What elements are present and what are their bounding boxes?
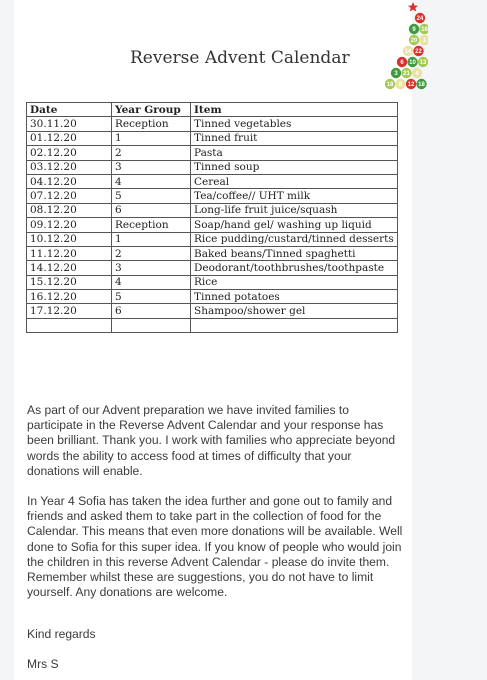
cell-year-group: 4 (112, 174, 191, 188)
cell-item: Soap/hand gel/ washing up liquid (191, 218, 398, 232)
cell-item: Rice pudding/custard/tinned desserts (191, 232, 398, 246)
table-row (27, 318, 398, 332)
ornament-number: 3 (394, 71, 398, 78)
cell-item: Shampoo/shower gel (191, 304, 398, 318)
cell-date: 17.12.20 (27, 304, 112, 318)
cell-year-group: 5 (112, 290, 191, 304)
cell-item: Tinned fruit (191, 131, 398, 145)
cell-date: 16.12.20 (27, 290, 112, 304)
cell-date (27, 318, 112, 332)
cell-item: Baked beans/Tinned spaghetti (191, 246, 398, 260)
cell-year-group: 1 (112, 232, 191, 246)
cell-date: 14.12.20 (27, 261, 112, 275)
ornament-number: 8 (398, 82, 403, 89)
table-row (27, 246, 398, 260)
ornament-number: 20 (410, 38, 418, 45)
table-row (27, 261, 398, 275)
calendar-table (26, 102, 398, 333)
cell-item: Pasta (191, 146, 398, 160)
cell-year-group: 5 (112, 189, 191, 203)
cell-item: Rice (191, 275, 398, 289)
cell-item: Long-life fruit juice/squash (191, 203, 398, 217)
table-row (27, 117, 398, 131)
ornament-number: 16 (421, 27, 428, 34)
ornament-number: 1 (422, 38, 427, 45)
cell-date: 15.12.20 (27, 275, 112, 289)
closing-text: Kind regards (27, 627, 96, 641)
cell-date: 10.12.20 (27, 232, 112, 246)
table-row (27, 218, 398, 232)
table-row (27, 275, 398, 289)
header-date: Date (27, 103, 112, 117)
cell-item: Tea/coffee// UHT milk (191, 189, 398, 203)
table-row (27, 131, 398, 145)
cell-item: Tinned vegetables (191, 117, 398, 131)
cell-year-group: Reception (112, 218, 191, 232)
ornament-number: 18 (386, 82, 394, 89)
cell-item: Deodorant/toothbrushes/toothpaste (191, 261, 398, 275)
ornament-number: 6 (400, 60, 404, 67)
header-year-group: Year Group (112, 103, 191, 117)
cell-date: 30.11.20 (27, 117, 112, 131)
message-body (14, 388, 412, 680)
table-row (27, 189, 398, 203)
table-row (27, 232, 398, 246)
message-paragraph-1: As part of our Advent preparation we have invited families to participate in the Reverse Advent Calendar and your response has been brilliant. Thank you. I work with families who appreciate beyond words the ability to access food at times of difficulty that your donations will enable. (27, 403, 396, 478)
cell-item: Cereal (191, 174, 398, 188)
table-row (27, 203, 398, 217)
cell-year-group: 1 (112, 131, 191, 145)
cell-year-group (112, 318, 191, 332)
cell-year-group: 6 (112, 203, 191, 217)
table-row (27, 304, 398, 318)
cell-year-group: 4 (112, 275, 191, 289)
cell-date: 03.12.20 (27, 160, 112, 174)
cell-item: Tinned potatoes (191, 290, 398, 304)
calendar-title: Reverse Advent Calendar (130, 48, 350, 68)
ornament-number: 10 (409, 60, 416, 67)
cell-year-group: 3 (112, 160, 191, 174)
cell-date: 01.12.20 (27, 131, 112, 145)
cell-item: Tinned soup (191, 160, 398, 174)
ornament-number: 12 (407, 82, 415, 89)
ornament-number: 22 (415, 49, 422, 56)
header-item: Item (191, 103, 398, 117)
table-row (27, 174, 398, 188)
star-icon (408, 2, 418, 12)
cell-year-group: 3 (112, 261, 191, 275)
cell-date: 09.12.20 (27, 218, 112, 232)
cell-date: 07.12.20 (27, 189, 112, 203)
ornament-number: 13 (419, 60, 427, 67)
ornament-number: 21 (403, 71, 410, 78)
cell-date: 02.12.20 (27, 146, 112, 160)
cell-item (191, 318, 398, 332)
message-paragraph-2: In Year 4 Sofia has taken the idea further and gone out to family and friends and asked them to take part in the collection of food for the Calendar. This means that even more donations will be available. Well done to Sofia for this super idea. If you know of people who would join the children in this reverse Advent Calendar - please do invite them. Remember whilst these are suggestions, you do not have to limit yourself. Any donations are welcome. (27, 494, 403, 600)
signature: Mrs S (27, 657, 59, 671)
cell-date: 08.12.20 (27, 203, 112, 217)
ornament-number: 24 (416, 16, 424, 23)
cell-year-group: 2 (112, 146, 191, 160)
calendar-image (14, 0, 428, 388)
cell-year-group: 6 (112, 304, 191, 318)
table-header-row (27, 103, 398, 117)
ornament-number: 14 (404, 49, 412, 56)
advent-tree-graphic (368, 0, 428, 96)
cell-year-group: Reception (112, 117, 191, 131)
ornament-number: 4 (415, 71, 419, 78)
cell-date: 04.12.20 (27, 174, 112, 188)
cell-date: 11.12.20 (27, 246, 112, 260)
ornament-number: 9 (412, 27, 416, 34)
table-row (27, 160, 398, 174)
cell-year-group: 2 (112, 246, 191, 260)
table-row (27, 146, 398, 160)
ornament-number: 18 (418, 82, 425, 89)
table-row (27, 290, 398, 304)
